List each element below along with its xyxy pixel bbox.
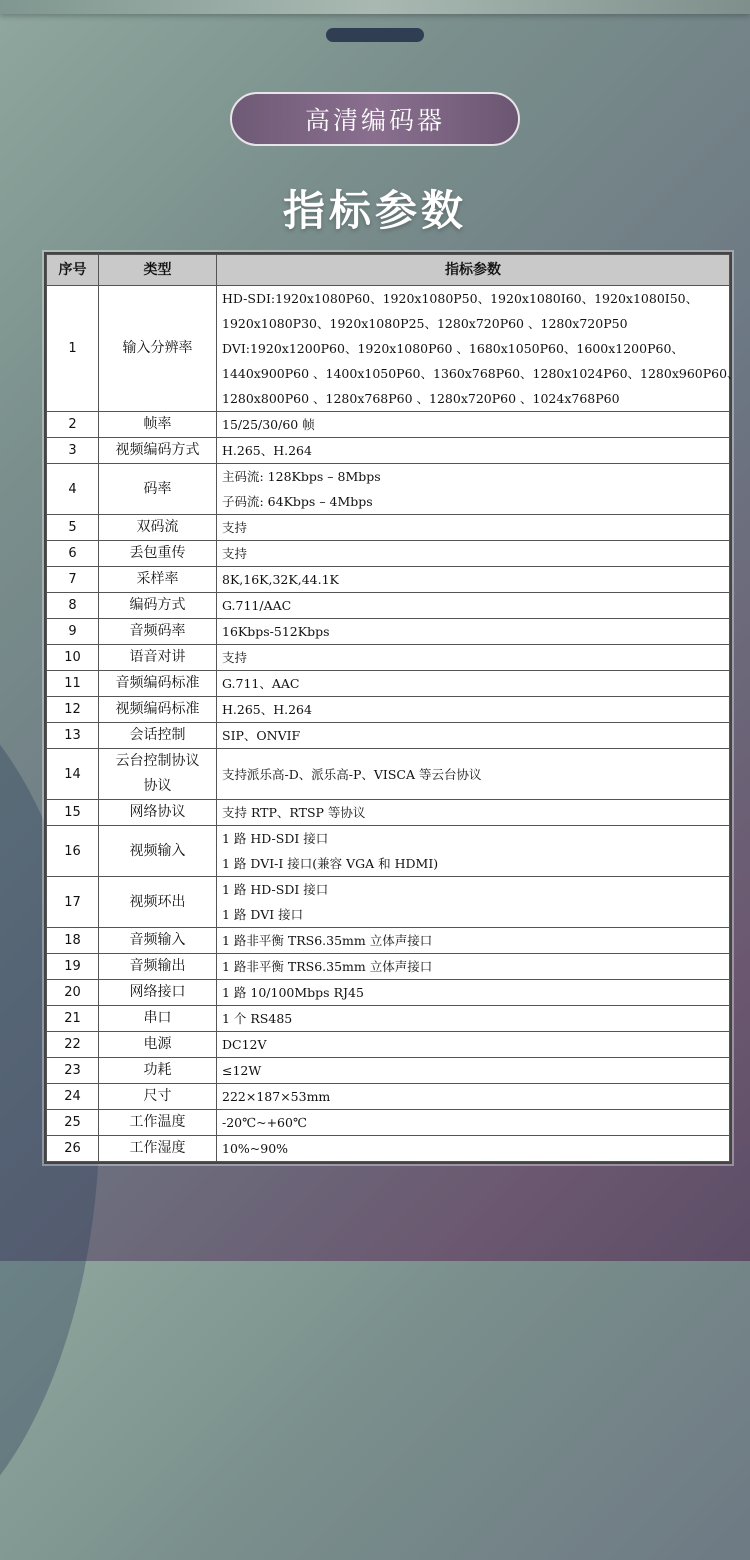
row-value-line: 1 路 10/100Mbps RJ45: [222, 985, 364, 1000]
row-type: [99, 723, 217, 749]
row-value: [217, 286, 740, 412]
row-type: [99, 541, 217, 567]
row-value-line: 1 路 DVI 接口: [222, 907, 304, 922]
row-type-line: 采样率: [136, 571, 179, 587]
row-value: [217, 515, 730, 541]
row-type-line: 尺寸: [143, 1088, 172, 1104]
row-number: 23: [47, 1058, 99, 1084]
row-type: [99, 412, 217, 438]
table-row: [47, 541, 730, 567]
table-row: [47, 928, 730, 954]
row-type: [99, 286, 217, 412]
row-value-line: G.711、AAC: [222, 676, 300, 691]
table-row: [47, 645, 730, 671]
row-number: 18: [47, 928, 99, 954]
row-number: 6: [47, 541, 99, 567]
page-title: 指标参数: [282, 186, 467, 235]
row-value: [217, 723, 730, 749]
row-type-line: 音频编码标准: [115, 675, 200, 691]
row-type-line: 视频输入: [129, 842, 186, 859]
row-value-line: H.265、H.264: [222, 702, 312, 717]
row-number: 5: [47, 515, 99, 541]
row-number: 7: [47, 567, 99, 593]
row-value-line: 支持 RTP、RTSP 等协议: [222, 805, 366, 820]
row-value: [217, 645, 730, 671]
spec-table-body: [47, 286, 740, 1162]
row-value-line: G.711/AAC: [222, 598, 292, 613]
row-type-line: 音频输入: [129, 932, 186, 948]
row-type-line: 音频码率: [129, 623, 186, 639]
table-row: [47, 567, 730, 593]
pill-handle: [326, 28, 424, 42]
row-value: [217, 1136, 730, 1162]
row-value-line: 1 路 DVI-I 接口(兼容 VGA 和 HDMI): [222, 856, 439, 871]
row-value-line: 支持: [222, 520, 248, 535]
row-type: [99, 1058, 217, 1084]
row-value: [217, 928, 730, 954]
table-row: [47, 749, 730, 800]
row-type-line: 云台控制协议: [115, 753, 200, 769]
row-type-line: 网络接口: [129, 984, 186, 1000]
row-type: [99, 980, 217, 1006]
row-type: [99, 1084, 217, 1110]
row-number: 21: [47, 1006, 99, 1032]
row-value-line: 支持: [222, 546, 248, 561]
row-value-line: 1 路非平衡 TRS6.35mm 立体声接口: [222, 959, 433, 974]
row-number: 20: [47, 980, 99, 1006]
row-value-line: 子码流: 64Kbps – 4Mbps: [222, 494, 373, 509]
row-value-line: HD-SDI:1920x1080P60、1920x1080P50、1920x1080I60、1920x1080I50、: [222, 291, 699, 306]
spec-table-container: [44, 252, 740, 1164]
row-type-line: 输入分辨率: [122, 340, 193, 356]
table-row: [47, 286, 730, 412]
row-value-line: DVI:1920x1200P60、1920x1080P60 、1680x1050P60、1600x1200P60、: [222, 341, 684, 356]
row-type-line: 会话控制: [129, 727, 186, 743]
table-row: [47, 1058, 730, 1084]
row-value-line: 16Kbps-512Kbps: [222, 624, 330, 639]
row-value-line: -20℃~+60℃: [222, 1115, 307, 1130]
row-value: [217, 697, 730, 723]
row-type-line: 音频输出: [129, 958, 186, 974]
row-number: 3: [47, 438, 99, 464]
row-value-line: 1 个 RS485: [222, 1011, 293, 1026]
row-number: 1: [47, 286, 99, 412]
row-value: [217, 567, 730, 593]
row-type: [99, 515, 217, 541]
row-type: [99, 464, 217, 515]
row-type: [99, 1006, 217, 1032]
row-value: [217, 1032, 730, 1058]
spec-table: [46, 254, 740, 1162]
row-value: [217, 980, 730, 1006]
row-type: [99, 800, 217, 826]
row-type: [99, 826, 217, 877]
row-value-line: 1 路 HD-SDI 接口: [222, 831, 329, 846]
table-row: [47, 671, 730, 697]
row-number: 25: [47, 1110, 99, 1136]
row-value-line: 222×187×53mm: [222, 1089, 331, 1104]
row-value-line: 1280x800P60 、1280x768P60 、1280x720P60 、1024x768P60: [222, 391, 620, 406]
row-type-line: 双码流: [136, 519, 179, 535]
row-value: [217, 800, 730, 826]
row-number: 8: [47, 593, 99, 619]
row-value-line: 支持派乐高-D、派乐高-P、VISCA 等云台协议: [222, 766, 482, 782]
table-row: [47, 464, 730, 515]
row-type: [99, 749, 217, 800]
row-value-line: H.265、H.264: [222, 443, 312, 458]
row-type-line: 串口: [143, 1010, 172, 1026]
header-type: 类型: [99, 255, 217, 286]
table-row: [47, 1084, 730, 1110]
row-type-line: 工作温度: [129, 1114, 186, 1130]
row-value-line: 1 路非平衡 TRS6.35mm 立体声接口: [222, 933, 433, 948]
header-no: 序号: [47, 255, 99, 286]
table-row: [47, 412, 730, 438]
table-row: [47, 723, 730, 749]
row-type: [99, 567, 217, 593]
row-number: 14: [47, 749, 99, 800]
row-number: 12: [47, 697, 99, 723]
row-value: [217, 438, 730, 464]
row-value: [217, 671, 730, 697]
row-number: 26: [47, 1136, 99, 1162]
row-type: [99, 1136, 217, 1162]
row-number: 9: [47, 619, 99, 645]
row-type-line: 编码方式: [129, 597, 186, 613]
row-number: 16: [47, 826, 99, 877]
row-type: [99, 1032, 217, 1058]
row-number: 24: [47, 1084, 99, 1110]
row-value-line: ≤12W: [222, 1063, 262, 1078]
row-type-line: 丢包重传: [129, 545, 186, 561]
table-row: [47, 1136, 730, 1162]
row-type: [99, 671, 217, 697]
row-number: 13: [47, 723, 99, 749]
table-row: [47, 954, 730, 980]
table-row: [47, 877, 730, 928]
table-row: [47, 980, 730, 1006]
row-type: [99, 954, 217, 980]
row-value: [217, 1084, 730, 1110]
row-value-line: 1920x1080P30、1920x1080P25、1280x720P60 、1280x720P50: [222, 316, 628, 331]
table-row: [47, 1032, 730, 1058]
row-type-line: 视频编码方式: [115, 442, 200, 458]
row-type: [99, 619, 217, 645]
table-row: [47, 515, 730, 541]
table-row: [47, 438, 730, 464]
row-type: [99, 928, 217, 954]
row-value: [217, 1110, 730, 1136]
row-number: 4: [47, 464, 99, 515]
row-value: [217, 412, 730, 438]
row-value: [217, 826, 730, 877]
row-type: [99, 697, 217, 723]
row-type-line: 语音对讲: [129, 649, 186, 665]
row-value: [217, 1006, 730, 1032]
row-value: [217, 954, 730, 980]
row-type-line: 视频环出: [129, 893, 186, 910]
row-value-line: 8K,16K,32K,44.1K: [222, 572, 339, 587]
row-number: 19: [47, 954, 99, 980]
row-type-line: 帧率: [143, 416, 172, 432]
top-band: [0, 0, 750, 14]
table-row: [47, 1006, 730, 1032]
row-type-line: 协议: [143, 778, 172, 794]
row-type: [99, 645, 217, 671]
row-type: [99, 877, 217, 928]
row-value: [217, 877, 730, 928]
row-number: 17: [47, 877, 99, 928]
row-number: 2: [47, 412, 99, 438]
row-type-line: 码率: [143, 480, 172, 497]
row-value-line: DC12V: [222, 1037, 267, 1052]
table-row: [47, 619, 730, 645]
row-value: [217, 464, 730, 515]
product-badge: 高清编码器: [230, 92, 520, 146]
row-value: [217, 541, 730, 567]
row-number: 22: [47, 1032, 99, 1058]
row-type: [99, 1110, 217, 1136]
row-value-line: 支持: [222, 650, 248, 665]
row-value-line: 主码流: 128Kbps – 8Mbps: [222, 469, 381, 484]
table-row: [47, 1110, 730, 1136]
row-type-line: 视频编码标准: [115, 701, 200, 717]
row-type-line: 工作湿度: [129, 1140, 186, 1156]
row-type: [99, 593, 217, 619]
row-type-line: 功耗: [143, 1062, 172, 1078]
row-number: 10: [47, 645, 99, 671]
row-value-line: SIP、ONVIF: [222, 728, 301, 743]
row-type-line: 网络协议: [129, 804, 186, 820]
row-value: [217, 619, 730, 645]
row-value-line: 1440x900P60 、1400x1050P60、1360x768P60、1280x1024P60、1280x960P60、: [222, 366, 740, 381]
table-row: [47, 800, 730, 826]
row-value: [217, 1058, 730, 1084]
row-number: 11: [47, 671, 99, 697]
table-row: [47, 593, 730, 619]
row-value-line: 15/25/30/60 帧: [222, 417, 315, 432]
row-value: [217, 593, 730, 619]
row-type-line: 电源: [143, 1036, 172, 1052]
row-number: 15: [47, 800, 99, 826]
row-type: [99, 438, 217, 464]
row-value: [217, 749, 730, 800]
row-value-line: 1 路 HD-SDI 接口: [222, 882, 329, 897]
spec-table-header-row: [47, 255, 730, 286]
table-row: [47, 697, 730, 723]
header-param: 指标参数: [217, 255, 730, 286]
row-value-line: 10%~90%: [222, 1141, 289, 1156]
table-row: [47, 826, 730, 877]
